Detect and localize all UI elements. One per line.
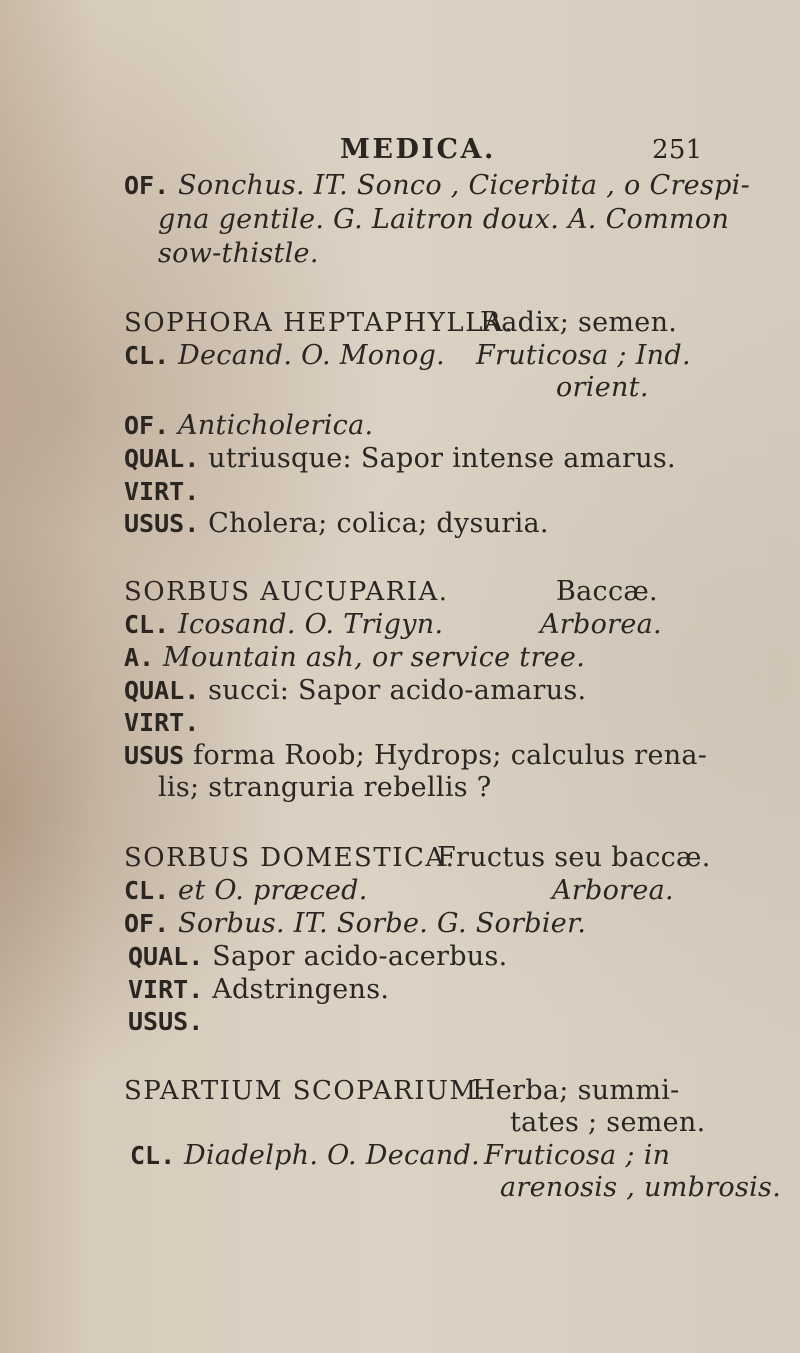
spartium-class-line xyxy=(130,1140,480,1172)
qual-label: QUAL. xyxy=(128,942,204,971)
spartium-parts: Herba; summi- xyxy=(472,1075,680,1106)
sonchus-synonyms: Sonchus. IT. Sonco , Cicerbita , o Crespi- xyxy=(178,170,751,201)
sorbus-domestica-officinal: Sorbus. IT. Sorbe. G. Sorbier. xyxy=(178,908,587,939)
sorbus-aucuparia-habit: Arborea. xyxy=(540,609,662,640)
sorbus-aucuparia-class: Icosand. O. Trigyn. xyxy=(178,609,444,640)
of-label: OF. xyxy=(124,171,170,200)
sophora-officinal: Anticholerica. xyxy=(178,410,374,441)
sorbus-domestica-class-line xyxy=(124,875,368,907)
a-label: A. xyxy=(124,643,155,672)
sophora-virtue-label: VIRT. xyxy=(124,477,200,506)
sophora-habit-cont: orient. xyxy=(556,372,649,403)
cl-label: CL. xyxy=(124,876,170,905)
sorbus-aucuparia-usage-line xyxy=(124,740,707,772)
sorbus-aucuparia-quality: succi: Sapor acido-amarus. xyxy=(208,675,587,706)
spartium-class: Diadelph. O. Decand. xyxy=(184,1140,480,1171)
sorbus-domestica-quality: Sapor acido-acerbus. xyxy=(212,941,508,972)
spartium-parts-cont: tates ; semen. xyxy=(510,1107,706,1138)
sophora-usage: Cholera; colica; dysuria. xyxy=(208,508,549,539)
sonchus-line-1 xyxy=(124,170,750,202)
sorbus-aucuparia-name: SORBUS AUCUPARIA. xyxy=(124,577,449,607)
sorbus-domestica-usage-label: USUS. xyxy=(128,1007,204,1036)
sorbus-domestica-virtue-line xyxy=(128,974,389,1006)
spartium-habit: Fruticosa ; in xyxy=(484,1140,671,1171)
sorbus-domestica-parts: Fructus seu baccæ. xyxy=(437,842,711,873)
sophora-class: Decand. O. Monog. xyxy=(178,340,445,371)
sophora-name: SOPHORA HEPTAPHYLLA. xyxy=(124,308,514,338)
of-label: OF. xyxy=(124,909,170,938)
sorbus-aucuparia-english: Mountain ash, or service tree. xyxy=(163,642,586,673)
cl-label: CL. xyxy=(124,610,170,639)
sorbus-domestica-virtue: Adstringens. xyxy=(212,974,390,1005)
page-number: 251 xyxy=(652,135,703,165)
sorbus-aucuparia-quality-line xyxy=(124,675,586,707)
virt-label: VIRT. xyxy=(128,975,204,1004)
sorbus-aucuparia-usage-cont: lis; stranguria rebellis ? xyxy=(158,772,492,803)
spartium-habit-cont: arenosis , umbrosis. xyxy=(500,1172,782,1203)
sophora-usage-line xyxy=(124,508,549,540)
sophora-habit: Fruticosa ; Ind. xyxy=(476,340,691,371)
sorbus-aucuparia-class-line xyxy=(124,609,443,641)
sophora-parts: Radix; semen. xyxy=(480,307,678,338)
sorbus-aucuparia-virtue-label: VIRT. xyxy=(124,708,200,737)
sorbus-domestica-habit: Arborea. xyxy=(552,875,674,906)
sophora-quality-line xyxy=(124,443,676,475)
sorbus-domestica-officinal-line xyxy=(124,908,586,940)
sophora-quality: utriusque: Sapor intense amarus. xyxy=(208,443,676,474)
sorbus-aucuparia-parts: Baccæ. xyxy=(556,576,658,607)
running-title: MEDICA. xyxy=(340,134,496,165)
sonchus-line-2: gna gentile. G. Laitron doux. A. Common xyxy=(158,204,730,235)
sorbus-domestica-quality-line xyxy=(128,941,508,973)
sophora-officinal-line xyxy=(124,410,373,442)
of-label: OF. xyxy=(124,411,170,440)
spartium-name: SPARTIUM SCOPARIUM. xyxy=(124,1076,488,1106)
cl-label: CL. xyxy=(130,1141,176,1170)
sorbus-domestica-name: SORBUS DOMESTICA. xyxy=(124,843,456,873)
qual-label: QUAL. xyxy=(124,676,200,705)
sophora-class-line xyxy=(124,340,445,372)
qual-label: QUAL. xyxy=(124,444,200,473)
sorbus-aucuparia-usage: forma Roob; Hydrops; calculus rena- xyxy=(193,740,708,771)
sorbus-domestica-class: et O. præced. xyxy=(178,875,368,906)
sorbus-aucuparia-english-line xyxy=(124,642,585,674)
cl-label: CL. xyxy=(124,341,170,370)
usus-label: USUS xyxy=(124,741,185,770)
sonchus-line-3: sow-thistle. xyxy=(158,238,319,269)
usus-label: USUS. xyxy=(124,509,200,538)
